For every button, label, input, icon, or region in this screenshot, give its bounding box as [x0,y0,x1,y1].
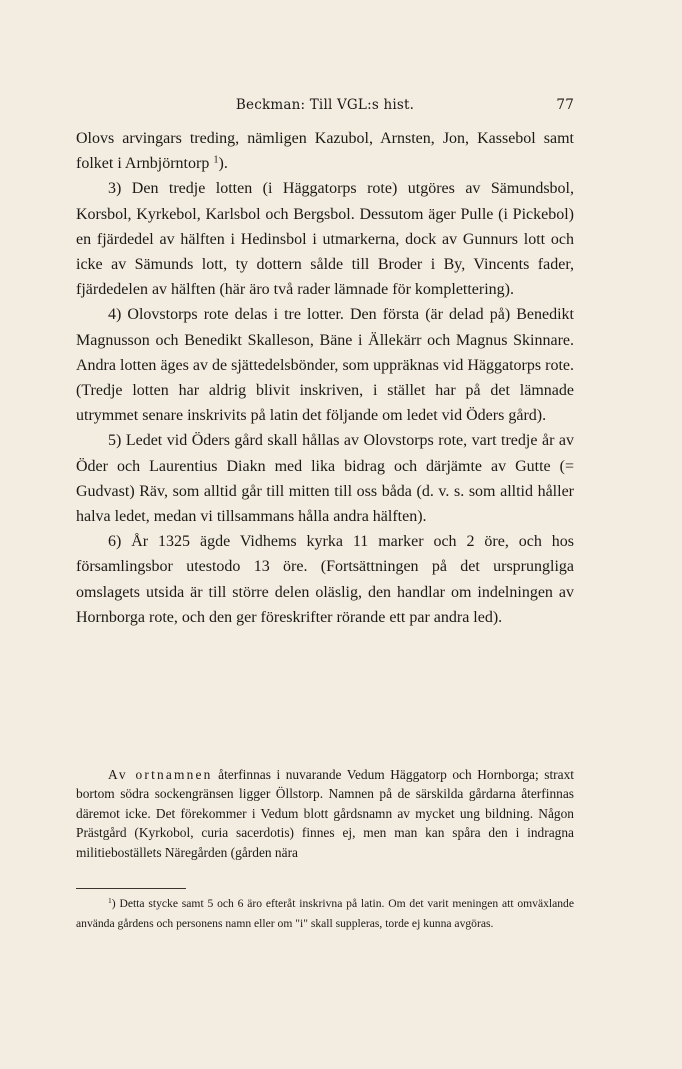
footnote-ref: 1 [213,154,219,166]
paragraph-section-4: 4) Olovstorps rote delas i tre lotter. Den första (är delad på) Benedikt Magnusson och Benedikt Skalleson, Bäne i Ällekärr och Magnus Skinnare. Andra lotten äges av de sjättedelsbönder, som uppräknas vid Häggatorps rote. (Tredje lotten har aldrig blivit inskriven, i stället har på det lämnade utrymmet senare inskrivits på latin det följande om ledet vid Öders gård). [76,306,574,425]
paragraph-continuation: Olovs arvingars treding, nämligen Kazubol, Arnsten, Jon, Kassebol samt folket i Arnbjörntorp $^1$). [76,130,574,173]
commentary-text [76,765,574,862]
footnote-1: $^1$) Detta stycke samt 5 och 6 äro efteråt inskrivna på latin. Om det varit meningen att omväxlande använda gårdens och personens namn eller om "i" skall suppleras, torde ej kunna avgöras. [76,895,574,930]
commentary-paragraph: Av ortnamnen återfinnas i nuvarande Vedum Häggatorp och Hornborga; straxt bortom södra sockengränsen ligger Öllstorp. Namnen på de särskilda gårdarna återfinnas däremot icke. Det förekommer i Vedum blott gårdsnamn av mycket ung bildning. Någon Prästgård (Kyrkobol, curia sacerdotis) finnes ej, men man kan spåra den i indragna militieboställets Näregården (gården nära [76,767,574,860]
running-head [76,97,574,119]
footnote-mark: 1 [108,895,112,905]
running-title: Beckman: Till VGL:s hist. [235,97,415,113]
paragraph-section-6: 6) År 1325 ägde Vidhems kyrka 11 marker och 2 öre, och hos församlingsbor utestodo 13 öre. (Fortsättningen på det ursprungliga omslagets utsida är till större delen oläslig, den handlar om indelningen av Hornborga rote, och den ger föreskrifter rörande ett par andra led). [76,533,574,626]
page-number: 77 [556,97,574,113]
paragraph-section-5: 5) Ledet vid Öders gård skall hållas av Olovstorps rote, vart tredje år av Öder och Laurentius Diakn med lika bidrag och därjämte av Gutte (= Gudvast) Räv, som alltid går till mitten till oss båda (d. v. s. som alltid håller halva ledet, medan vi tillsammans hålla andra hälften). [76,432,574,526]
main-text [76,126,574,630]
paragraph-section-3: 3) Den tredje lotten (i Häggatorps rote) utgöres av Sämundsbol, Korsbol, Kyrkebol, Karlsbol och Bergsbol. Dessutom äger Pulle (i Pickebol) en fjärdedel av hälften i Hedinsbol i utmarkerna, dock av Gunnurs lott och icke av Sämunds lott, ty dottern sålde till Broder i By, Vincents fader, fjärdedelen av hälften (här äro två rader lämnade för komplettering). [76,180,574,299]
footnote-rule [76,888,186,889]
footnotes [76,894,574,933]
spaced-lead: Av ortnamnen [108,767,213,782]
